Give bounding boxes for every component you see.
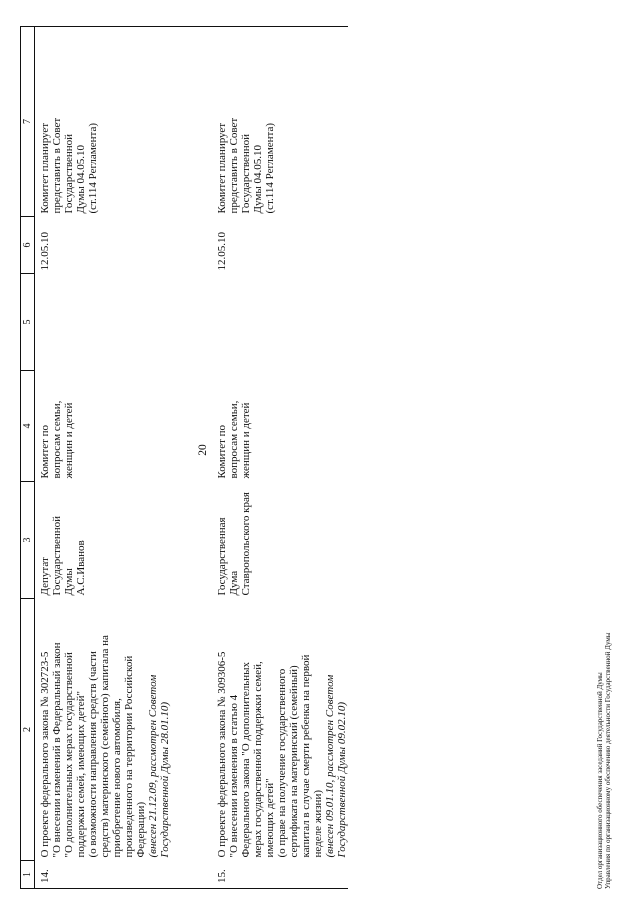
- plan-line: Думы 04.05.10: [252, 145, 264, 214]
- bill-title-line: "О внесении изменений в Федеральный закон: [51, 642, 63, 858]
- bill-note-line: (внесен 09.01.10, рассмотрен Советом: [324, 674, 336, 858]
- footer-line: Управления по организационному обеспечению деятельности Государственной Думы: [604, 632, 612, 889]
- initiator-line: Депутат: [39, 557, 51, 596]
- committee-line: вопросам семьи,: [51, 400, 63, 479]
- bill-note-line: Государственной Думы 28.01.10): [159, 701, 171, 858]
- bill-title-line: произведенного на территории Российской: [123, 655, 135, 858]
- row-number: 14.: [35, 861, 210, 889]
- bill-title-line: О проекте федерального закона № 309306-5: [216, 651, 228, 858]
- plan-line: Государственной: [63, 133, 75, 214]
- initiator-line: А.С.Иванов: [75, 540, 87, 596]
- column-header: 2: [21, 599, 35, 861]
- initiator-line: Государственная: [216, 517, 228, 596]
- bill-title-line: капитал в случае смерти ребенка на первой: [300, 654, 312, 858]
- bill-title-line: приобретение нового автомобиля,: [111, 698, 123, 858]
- initiator-line: Дума: [228, 570, 240, 596]
- initiator: [209, 482, 348, 599]
- bill-title-line: сертификата на материнский (семейный): [288, 665, 300, 858]
- row-number: 15.: [209, 861, 348, 889]
- date-cell: 12.05.10: [39, 232, 51, 271]
- plan-cell: [35, 27, 210, 217]
- column-header: 5: [21, 274, 35, 371]
- committee: [35, 371, 210, 482]
- plan-line: представить в Совет: [51, 117, 63, 214]
- committee-line: вопросам семьи,: [228, 400, 240, 479]
- plan-line: Думы 04.05.10: [75, 145, 87, 214]
- column-header: 4: [21, 371, 35, 482]
- table-row: [35, 27, 210, 889]
- column-header: 7: [21, 27, 35, 217]
- bill-title-line: (о возможности направления средств (части: [87, 651, 99, 858]
- bill-title-line: (о праве на получение государственного: [276, 668, 288, 858]
- bill-title-line: неделе жизни): [312, 790, 324, 858]
- initiator-line: Государственной: [51, 515, 63, 596]
- committee-line: Комитет по: [39, 424, 51, 479]
- page-number: 20: [197, 444, 209, 456]
- column-header: 3: [21, 482, 35, 599]
- plan-line: Государственной: [240, 133, 252, 214]
- initiator-line: Ставропольского края: [240, 492, 252, 596]
- bill-description: [35, 599, 210, 861]
- page-footer: [596, 633, 612, 889]
- date-cell: 12.05.10: [216, 232, 228, 271]
- header-row: [21, 27, 35, 889]
- bill-description: [209, 599, 348, 861]
- committee: [209, 371, 348, 482]
- plan-line: (ст.114 Регламента): [264, 122, 276, 214]
- initiator: [35, 482, 210, 599]
- plan-line: (ст.114 Регламента): [87, 122, 99, 214]
- committee-line: женщин и детей: [240, 402, 252, 479]
- plan-cell: [209, 27, 348, 217]
- bill-title-line: средств) материнского (семейного) капитала на: [99, 635, 111, 858]
- bill-note-line: (внесен 21.12.09, рассмотрен Советом: [147, 674, 159, 858]
- column-header: 6: [21, 217, 35, 274]
- column-5-cell: [35, 274, 210, 371]
- column-5-cell: [209, 274, 348, 371]
- initiator-line: Думы: [63, 568, 75, 596]
- bill-note-line: Государственной Думы 09.02.10): [336, 701, 348, 858]
- bill-title-line: О проекте федерального закона № 302723-5: [39, 651, 51, 858]
- bills-table: [20, 26, 348, 889]
- bill-title-line: имеющих детей": [264, 778, 276, 858]
- committee-line: женщин и детей: [63, 402, 75, 479]
- column-header: 1: [21, 861, 35, 889]
- plan-line: представить в Совет: [228, 117, 240, 214]
- bill-title-line: "О дополнительных мерах государственной: [63, 652, 75, 858]
- table-row: [209, 27, 348, 889]
- bill-title-line: мерах государственной поддержки семей,: [252, 661, 264, 858]
- plan-line: Комитет планирует: [216, 122, 228, 214]
- bill-title-line: поддержки семей, имеющих детей": [75, 691, 87, 858]
- bill-title-line: Федерации): [135, 801, 147, 858]
- committee-line: Комитет по: [216, 424, 228, 479]
- bill-title-line: "О внесении изменения в статью 4: [228, 694, 240, 858]
- bill-title-line: Федерального закона "О дополнительных: [240, 661, 252, 858]
- footer-line: Отдел организационного обеспечения заседаний Государственной Думы: [596, 672, 604, 889]
- plan-line: Комитет планирует: [39, 122, 51, 214]
